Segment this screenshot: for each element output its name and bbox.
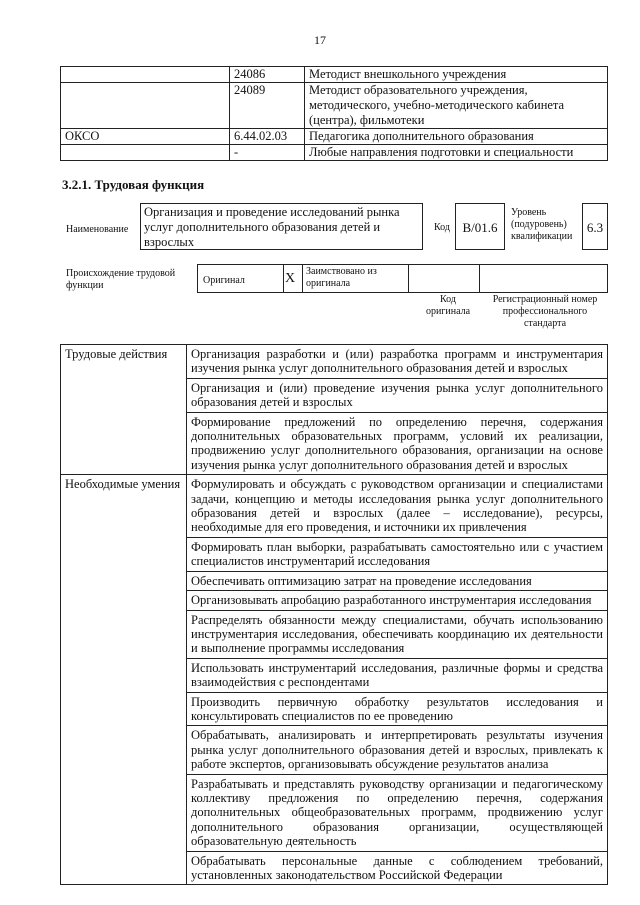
origin-divider — [479, 265, 480, 292]
codes-classifier-cell — [61, 145, 230, 161]
origin-divider — [302, 265, 303, 292]
codes-code-cell: - — [230, 145, 305, 161]
borrowed-label: Заимствовано из оригинала — [306, 266, 377, 289]
table-cell: Производить первичную обработку результатов исследования и консультировать специалистов по ее проведению — [187, 692, 608, 726]
table-cell: Распределять обязанности между специалистами, обучать использованию инструментария исследования, обеспечивать координацию их деятельности и выполнение программы исследования — [187, 610, 608, 658]
reg-number-caption: Регистрационный номер профессионального стандарта — [492, 294, 598, 329]
codes-code-cell: 24089 — [230, 83, 305, 129]
codes-code-cell: 24086 — [230, 67, 305, 83]
codes-table-row — [61, 83, 608, 129]
codes-name-cell: Педагогика дополнительного образования — [305, 129, 608, 145]
codes-name-cell: Методист внешкольного учреждения — [305, 67, 608, 83]
table-cell: Обрабатывать, анализировать и интерпретировать результаты изучения рынка услуг дополнительного образования детей и взрослых, привлекать к работе экспертов, организовывать обсуждение результатов анализа — [187, 726, 608, 774]
codes-table-row — [61, 67, 608, 83]
table-cell: Обрабатывать персональные данные с соблюдением требований, установленных законодательством Российской Федерации — [187, 851, 608, 885]
page-number: 17 — [314, 33, 326, 47]
table-cell: Организация разработки и (или) разработка программ и инструментария изучения рынка услуг дополнительного образования детей и взрослых — [187, 345, 608, 379]
codes-table-body — [61, 67, 608, 161]
codes-table — [60, 66, 608, 161]
code-original-caption: Код оригинала — [425, 294, 471, 317]
labor-function-table — [60, 344, 608, 885]
table-row — [61, 345, 608, 379]
codes-table-row — [61, 129, 608, 145]
table-cell: Разрабатывать и представлять руководству организации и педагогическому коллективу предложения по определению перечня, содержания дополнительных общеобразовательных программ, продвижению услуг дополнительного образования организации, осуществляющей образовательную деятельность — [187, 774, 608, 851]
codes-classifier-cell — [61, 83, 230, 129]
code-label: Код — [434, 222, 450, 233]
codes-classifier-cell: ОКСО — [61, 129, 230, 145]
group-label: Необходимые умения — [61, 475, 187, 885]
labor-function-table-body — [61, 345, 608, 885]
original-label: Оригинал — [203, 275, 245, 286]
origin-label: Происхождение трудовой функции — [66, 268, 176, 291]
level-label: Уровень (подуровень) квалификации — [511, 207, 573, 242]
codes-code-cell: 6.44.02.03 — [230, 129, 305, 145]
section-title: 3.2.1. Трудовая функция — [62, 177, 205, 192]
table-cell: Формирование предложений по определению перечня, содержания дополнительных образовательных программ, условий их реализации, продвижению услуг дополнительного образования, организации на основе изучения рынка услуг дополнительного образования детей и взрослых — [187, 412, 608, 475]
codes-classifier-cell — [61, 67, 230, 83]
codes-table-row — [61, 145, 608, 161]
group-label: Трудовые действия — [61, 345, 187, 475]
origin-divider — [283, 265, 284, 292]
qualification-level: 6.3 — [582, 203, 608, 250]
codes-name-cell: Любые направления подготовки и специальности — [305, 145, 608, 161]
function-code: B/01.6 — [455, 203, 505, 250]
origin-divider — [408, 265, 409, 292]
table-cell: Формулировать и обсуждать с руководством организации и специалистами задачи, концепцию и методы исследования рынка услуг дополнительного образования детей и взрослых (далее – исследование), ресурсы, необходимые для его проведения, и источники их привлечения — [187, 475, 608, 538]
table-cell: Обеспечивать оптимизацию затрат на проведение исследования — [187, 571, 608, 590]
table-cell: Организация и (или) проведение изучения рынка услуг дополнительного образования детей и взрослых — [187, 378, 608, 412]
original-mark: X — [285, 271, 296, 286]
function-name: Организация и проведение исследований рынка услуг дополнительного образования детей и взрослых — [140, 203, 423, 250]
codes-name-cell: Методист образовательного учреждения, методического, учебно-методического кабинета (центра), фильмотеки — [305, 83, 608, 129]
table-cell: Использовать инструментарий исследования, различные формы и средства взаимодействия с респондентами — [187, 658, 608, 692]
table-row — [61, 475, 608, 538]
name-label: Наименование — [66, 224, 129, 235]
table-cell: Формировать план выборки, разрабатывать самостоятельно или с участием специалистов инструментарий исследования — [187, 537, 608, 571]
table-cell: Организовывать апробацию разработанного инструментария исследования — [187, 591, 608, 610]
